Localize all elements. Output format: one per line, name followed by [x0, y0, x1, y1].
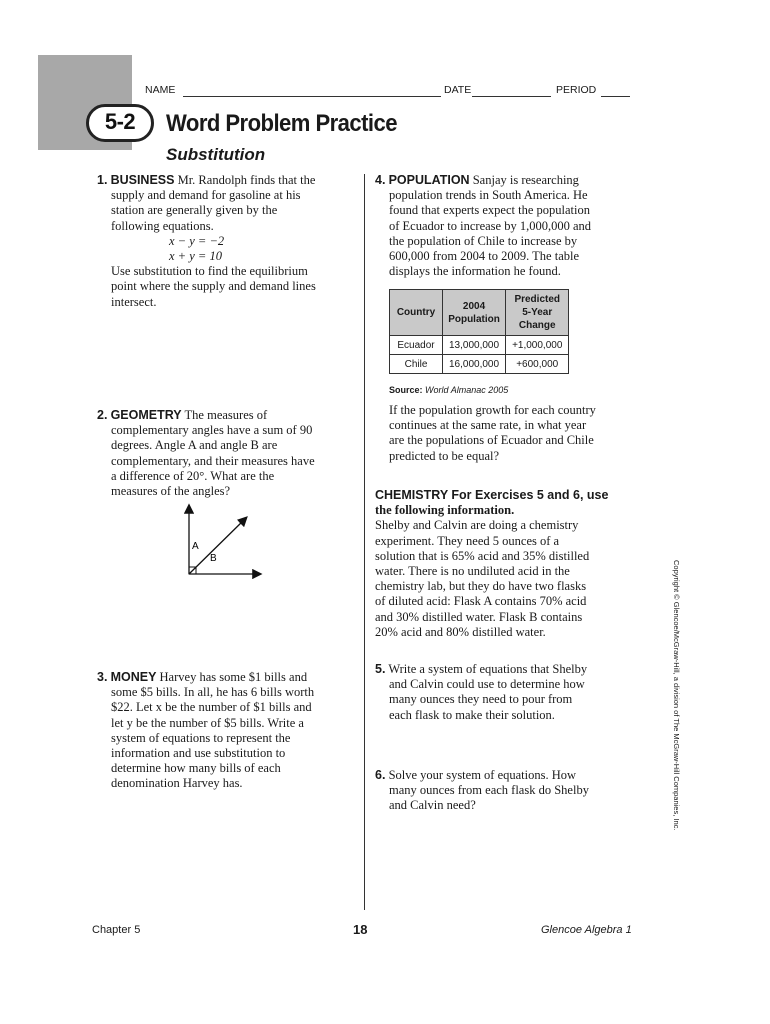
period-label: PERIOD — [556, 84, 597, 96]
problem-keyword: GEOMETRY — [110, 408, 182, 422]
text-line: continues at the same rate, in what year — [389, 418, 587, 433]
angle-a-label: A — [192, 541, 199, 552]
footer-chapter: Chapter 5 — [92, 924, 141, 936]
text-line: Sanjay is researching — [472, 173, 579, 187]
problem-number: 4. — [375, 173, 386, 187]
text-line: 20% acid and 80% distilled water. — [375, 624, 546, 639]
text-line: predicted to be equal? — [389, 448, 500, 463]
column-divider — [364, 174, 365, 910]
text-line: population trends in South America. He — [389, 188, 588, 203]
table-cell: 16,000,000 — [443, 355, 506, 374]
problem-number: 1. — [97, 173, 108, 187]
text-line: Harvey has some $1 bills and — [159, 670, 308, 684]
text-line: experiment. They need 5 ounces of a — [375, 533, 560, 548]
table-row — [390, 355, 569, 374]
page-title: Word Problem Practice — [166, 110, 397, 137]
text-line: station are generally given by the — [111, 203, 278, 218]
text-line: Mr. Randolph finds that the — [177, 173, 316, 187]
source-text: World Almanac 2005 — [425, 385, 509, 395]
problem-keyword: MONEY — [110, 670, 157, 684]
text-line: measures of the angles? — [111, 484, 231, 499]
text-line: many ounces they need to pour from — [389, 692, 573, 707]
date-label: DATE — [444, 84, 472, 96]
problem-number: 2. — [97, 408, 108, 422]
lesson-number: 5-2 — [104, 109, 136, 134]
footer-book-title: Glencoe Algebra 1 — [541, 924, 632, 936]
problem-2 — [97, 408, 359, 499]
date-line — [472, 96, 551, 97]
text-line: If the population growth for each country — [389, 403, 596, 417]
text-line: complementary, and their measures have — [111, 453, 315, 468]
text-line: some $5 bills. In all, he has 6 bills worth — [111, 685, 315, 700]
text-line: each flask to make their solution. — [389, 707, 555, 722]
text-line: following equations. — [111, 218, 214, 233]
problem-number: 5. — [375, 662, 386, 676]
text-line: of diluted acid: Flask A contains 70% acid — [375, 594, 587, 609]
table-row — [390, 336, 569, 355]
text-line: Shelby and Calvin are doing a chemistry — [375, 518, 579, 533]
text-line: a difference of 20°. What are the — [111, 468, 275, 483]
text-line: point where the supply and demand lines — [111, 279, 316, 294]
angle-diagram — [180, 500, 270, 582]
text-line: complementary angles have a sum of 90 — [111, 423, 313, 438]
problem-number: 6. — [375, 768, 386, 782]
text-line: let y be the number of $5 bills. Write a — [111, 715, 304, 730]
text-line: and Calvin could use to determine how — [389, 677, 585, 692]
table-cell: 13,000,000 — [443, 336, 506, 355]
text-line: Solve your system of equations. How — [388, 768, 577, 782]
table-cell: Ecuador — [390, 336, 443, 355]
text-line: displays the information he found. — [389, 264, 561, 279]
text-line: chemistry lab, but they do have two flasks — [375, 579, 587, 594]
text-line: water. There is no undiluted acid in the — [375, 564, 570, 579]
problem-6 — [375, 768, 637, 814]
population-table — [389, 289, 569, 374]
problem-5 — [375, 662, 637, 723]
text-line: 600,000 from 2004 to 2009. The table — [389, 249, 580, 264]
text-line: of Ecuador to increase by 1,000,000 and — [389, 218, 592, 233]
text-line: many ounces from each flask do Shelby — [389, 783, 589, 798]
problem-3 — [97, 670, 359, 792]
text-line: $22. Let x be the number of $1 bills and — [111, 700, 312, 715]
text-line: system of equations to represent the — [111, 730, 291, 745]
angle-b-label: B — [210, 553, 217, 564]
problem-number: 3. — [97, 670, 108, 684]
problem-keyword: POPULATION — [388, 173, 470, 187]
name-label: NAME — [145, 84, 176, 96]
table-cell: Chile — [390, 355, 443, 374]
problem-keyword: BUSINESS — [110, 173, 175, 187]
problem-4-question — [389, 403, 639, 464]
chemistry-info — [375, 488, 637, 640]
text-line: are the populations of Ecuador and Chile — [389, 433, 594, 448]
text-line: denomination Harvey has. — [111, 776, 243, 791]
page-subtitle: Substitution — [166, 145, 266, 164]
table-source — [389, 385, 508, 395]
text-line: intersect. — [111, 294, 157, 309]
text-line: The measures of — [184, 408, 268, 422]
copyright-text: Copyright © Glencoe/McGraw-Hill, a division of The McGraw-Hill Companies, Inc. — [672, 560, 681, 831]
text-line: degrees. Angle A and angle B are — [111, 438, 278, 453]
text-line: found that experts expect the population — [389, 203, 590, 218]
chemistry-heading-line: the following information. — [375, 503, 515, 518]
period-line — [601, 96, 630, 97]
text-line: and Calvin need? — [389, 798, 476, 813]
copyright-notice — [671, 560, 683, 831]
header-population: 2004 Population — [443, 290, 506, 336]
text-line: supply and demand for gasoline at his — [111, 188, 301, 203]
header-change: Predicted 5-Year Change — [506, 290, 569, 336]
table-header-row — [390, 290, 569, 336]
table-cell: +1,000,000 — [506, 336, 569, 355]
text-line: the population of Chile to increase by — [389, 233, 578, 248]
text-line: Write a system of equations that Shelby — [388, 662, 588, 676]
text-line: determine how many bills of each — [111, 761, 281, 776]
text-line: solution that is 65% acid and 35% distilled — [375, 548, 590, 563]
problem-1 — [97, 173, 359, 310]
name-line — [183, 96, 441, 97]
table-cell: +600,000 — [506, 355, 569, 374]
chemistry-heading-line: CHEMISTRY For Exercises 5 and 6, use — [375, 488, 609, 502]
chemistry-heading — [375, 488, 637, 503]
problem-4 — [375, 173, 637, 279]
equation-2: x + y = 10 — [169, 249, 222, 264]
header-country: Country — [390, 290, 443, 336]
text-line: information and use substitution to — [111, 746, 286, 761]
equation-1: x − y = −2 — [169, 233, 225, 248]
source-label: Source: — [389, 385, 423, 395]
text-line: and 30% distilled water. Flask B contains — [375, 609, 583, 624]
page-number: 18 — [353, 922, 368, 937]
text-line: Use substitution to find the equilibrium — [111, 264, 308, 279]
